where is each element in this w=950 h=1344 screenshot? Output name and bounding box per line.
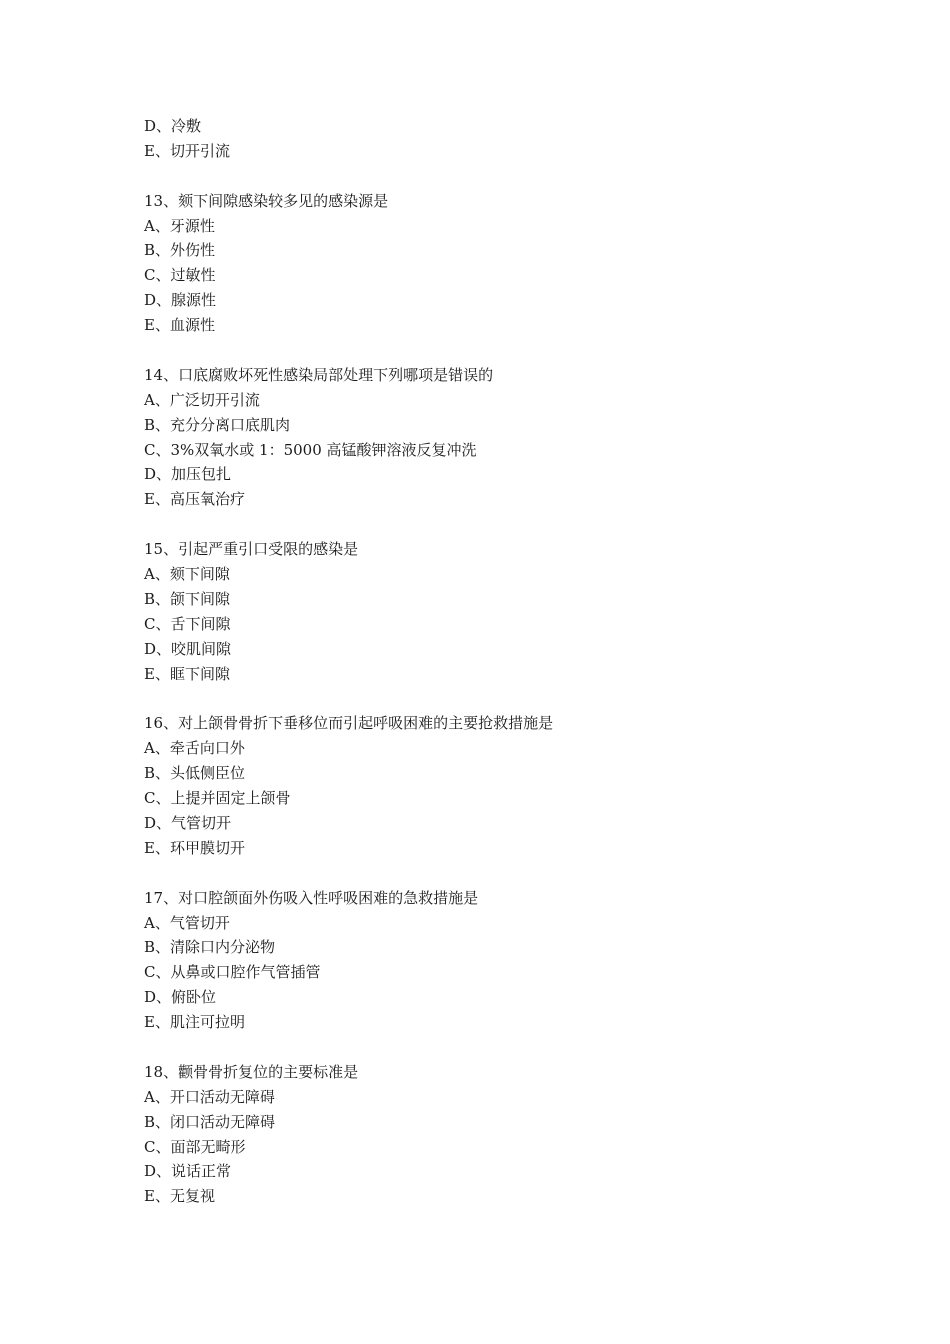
option: C、3%双氧水或 1：5000 高锰酸钾溶液反复冲洗 bbox=[144, 440, 477, 459]
option: B、闭口活动无障碍 bbox=[144, 1112, 276, 1131]
option: A、开口活动无障碍 bbox=[144, 1087, 275, 1106]
option: A、广泛切开引流 bbox=[144, 390, 260, 409]
question-13 bbox=[144, 189, 844, 338]
question-stem: 16、对上颌骨骨折下垂移位而引起呼吸困难的主要抢救措施是 bbox=[144, 714, 554, 733]
option: C、从鼻或口腔作气管插管 bbox=[144, 963, 321, 982]
question-14 bbox=[144, 363, 844, 512]
option: A、气管切开 bbox=[144, 913, 230, 932]
question-stem: 18、颧骨骨折复位的主要标准是 bbox=[144, 1062, 359, 1081]
option: B、清除口内分泌物 bbox=[144, 938, 276, 957]
option: B、颌下间隙 bbox=[144, 589, 231, 608]
option: A、颏下间隙 bbox=[144, 565, 230, 584]
question-stem: 14、口底腐败坏死性感染局部处理下列哪项是错误的 bbox=[144, 365, 494, 384]
option: E、环甲膜切开 bbox=[144, 838, 245, 857]
question-stem: 17、对口腔颌面外伤吸入性呼吸困难的急救措施是 bbox=[144, 888, 479, 907]
option: D、腺源性 bbox=[144, 291, 217, 310]
option: C、面部无畸形 bbox=[144, 1137, 246, 1156]
option: C、舌下间隙 bbox=[144, 614, 231, 633]
option: D、咬肌间隙 bbox=[144, 639, 232, 658]
option: E、高压氧治疗 bbox=[144, 490, 245, 509]
option: E、肌注可拉明 bbox=[144, 1013, 245, 1032]
option: A、牙源性 bbox=[144, 216, 215, 235]
question-17 bbox=[144, 886, 844, 1035]
option: C、上提并固定上颌骨 bbox=[144, 789, 291, 808]
question-stem: 13、颏下间隙感染较多见的感染源是 bbox=[144, 191, 389, 210]
question-18 bbox=[144, 1060, 844, 1209]
option: B、头低侧臣位 bbox=[144, 764, 246, 783]
option: D、气管切开 bbox=[144, 813, 232, 832]
option: B、充分分离口底肌肉 bbox=[144, 415, 291, 434]
option: D、说话正常 bbox=[144, 1162, 232, 1181]
option: E、眶下间隙 bbox=[144, 664, 230, 683]
option: A、牵舌向口外 bbox=[144, 739, 245, 758]
option: D、冷敷 bbox=[144, 117, 202, 135]
document-page bbox=[144, 114, 844, 1209]
question-15 bbox=[144, 537, 844, 686]
option: D、加压包扎 bbox=[144, 465, 232, 484]
option: E、切开引流 bbox=[144, 141, 230, 160]
option: E、血源性 bbox=[144, 316, 215, 335]
option: E、无复视 bbox=[144, 1187, 215, 1206]
option: C、过敏性 bbox=[144, 266, 216, 285]
question-stem: 15、引起严重引口受限的感染是 bbox=[144, 540, 359, 559]
leading-options bbox=[144, 114, 844, 164]
option: B、外伤性 bbox=[144, 241, 216, 260]
option: D、俯卧位 bbox=[144, 988, 217, 1007]
question-16 bbox=[144, 711, 844, 860]
